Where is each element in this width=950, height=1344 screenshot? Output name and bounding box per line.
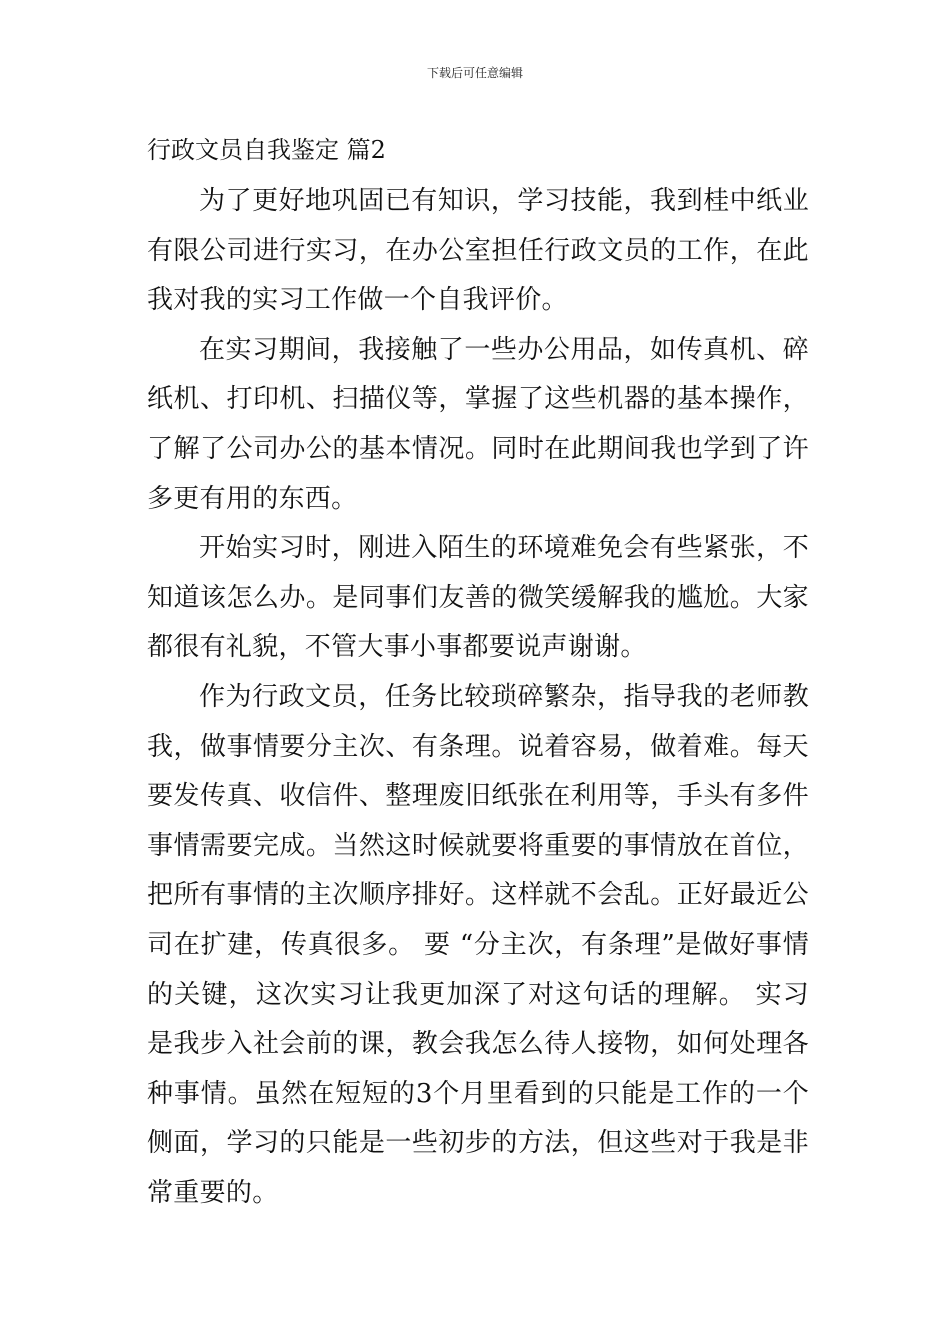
paragraph-4: 作为行政文员，任务比较琐碎繁杂，指导我的老师教我，做事情要分主次、有条理。说着容易，做着难。每天要发传真、收信件、整理废旧纸张在利用等，手头有多件事情需要完成。当然这时候就要将重要的事情放在首位，把所有事情的主次顺序排好。这样就不会乱。正好最近公司在扩建，传真很多。 要 “分主次，有条理”是做好事情的关键，这次实习让我更加深了对这句话的理解。 实习是我步入社会前的课，教会我怎么待人接物，如何处理各种事情。虽然在短短的3个月里看到的只能是工作的一个侧面，学习的只能是一些初步的方法，但这些对于我是非常重要的。 [147, 681, 809, 1208]
paragraph-1: 为了更好地巩固已有知识，学习技能，我到桂中纸业有限公司进行实习，在办公室担任行政文员的工作，在此我对我的实习工作做一个自我评价。 [147, 186, 809, 316]
document-title: 行政文员自我鉴定 篇2 [147, 136, 386, 164]
document-body [147, 177, 809, 1218]
paragraph-3: 开始实习时，刚进入陌生的环境难免会有些紧张，不知道该怎么办。是同事们友善的微笑缓解我的尴尬。大家都很有礼貌，不管大事小事都要说声谢谢。 [147, 533, 809, 663]
header-note: 下载后可任意编辑 [426, 66, 523, 80]
paragraph-2: 在实习期间，我接触了一些办公用品，如传真机、碎纸机、打印机、扫描仪等，掌握了这些机器的基本操作，了解了公司办公的基本情况。同时在此期间我也学到了许多更有用的东西。 [147, 334, 809, 514]
